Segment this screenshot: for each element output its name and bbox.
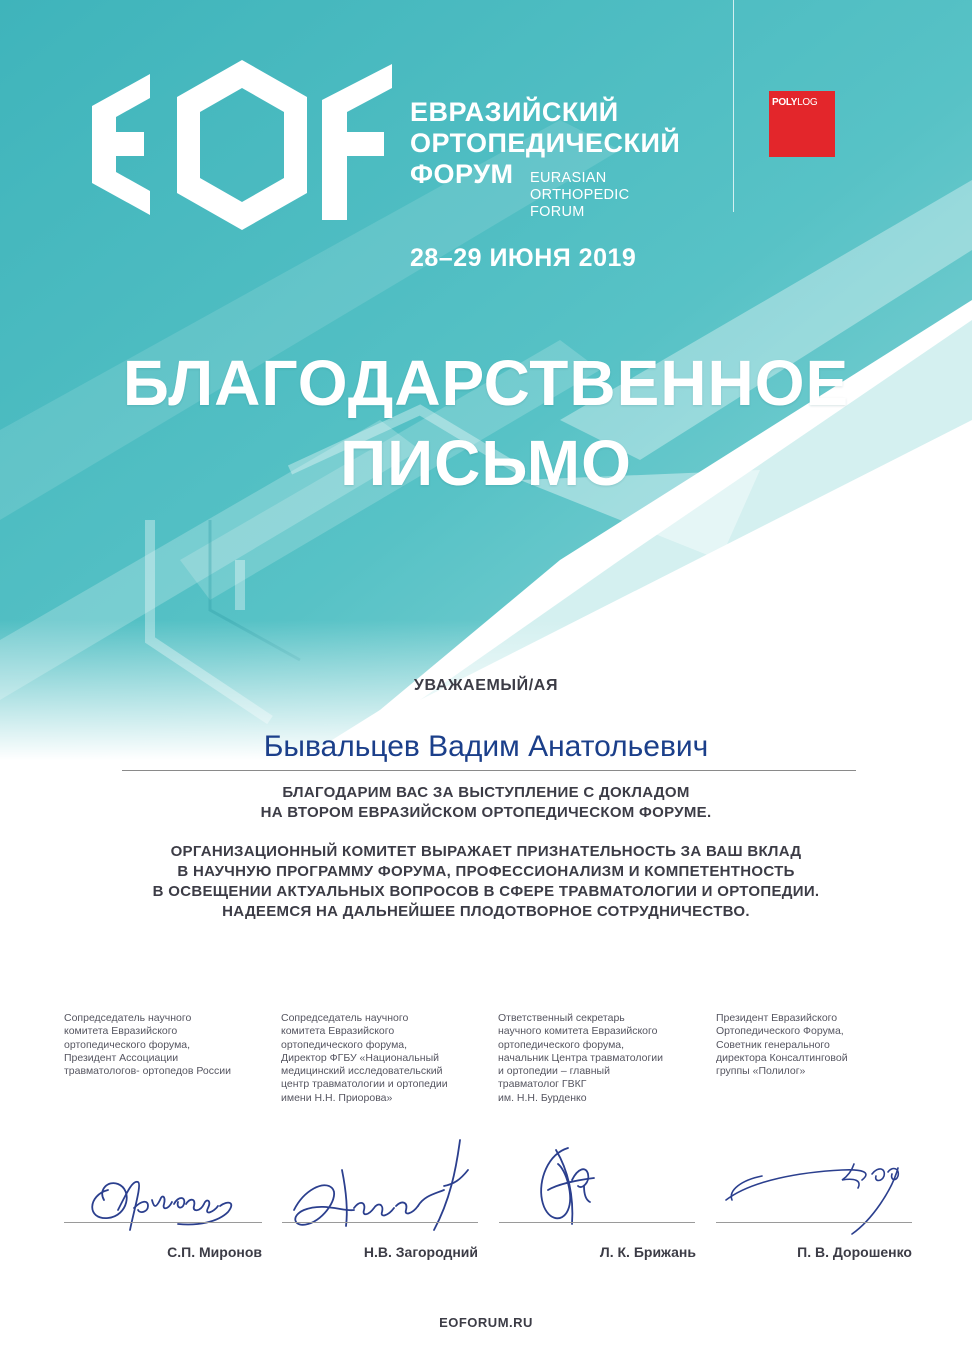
document-title-line: ПИСЬМО xyxy=(340,427,632,499)
forum-name-ru-line: ФОРУМ xyxy=(410,159,514,189)
recipient-name: Бывальцев Вадим Анатольевич xyxy=(263,730,709,763)
signature-brizhan xyxy=(528,1140,608,1230)
signatory-name-doroshenko: П. В. Дорошенко xyxy=(797,1244,912,1260)
polylog-logo-icon xyxy=(769,91,835,157)
paragraph-line: В НАУЧНУЮ ПРОГРАММУ ФОРУМА, ПРОФЕССИОНАЛИЗМ И КОМПЕТЕНТНОСТЬ xyxy=(177,863,795,880)
paragraph-line: ОРГАНИЗАЦИОННЫЙ КОМИТЕТ ВЫРАЖАЕТ ПРИЗНАТЕЛЬНОСТЬ ЗА ВАШ ВКЛАД xyxy=(170,843,802,860)
role-line: научного комитета Евразийского xyxy=(498,1025,658,1038)
role-line: Директор ФГБУ «Национальный xyxy=(281,1051,439,1064)
partner-logo-regular: LOG xyxy=(797,97,818,108)
signature-zagorodniy xyxy=(284,1130,484,1245)
role-line: Ответственный секретарь xyxy=(498,1012,625,1024)
signatory-name-zagorodniy: Н.В. Загородний xyxy=(363,1244,478,1260)
signatory-role-doroshenko xyxy=(716,1012,916,1078)
role-line: имени Н.Н. Приорова» xyxy=(281,1091,393,1104)
signature-mironov xyxy=(78,1160,258,1240)
role-line: Президент Ассоциации xyxy=(64,1051,179,1064)
role-line: центр травматологии и ортопедии xyxy=(281,1078,448,1091)
role-line: травматологов- ортопедов России xyxy=(64,1065,231,1078)
role-line: Советник генерального xyxy=(716,1038,830,1051)
role-line: медицинский исследовательский xyxy=(281,1065,443,1078)
role-line: Ортопедического Форума, xyxy=(716,1025,844,1038)
document-title-line: БЛАГОДАРСТВЕННОЕ xyxy=(122,347,850,419)
signatory-role-mironov xyxy=(64,1012,264,1078)
signatory-role-brizhan xyxy=(498,1012,698,1105)
forum-name-en-line: FORUM xyxy=(530,204,585,220)
paragraph-line: НА ВТОРОМ ЕВРАЗИЙСКОМ ОРТОПЕДИЧЕСКОМ ФОРУМЕ. xyxy=(260,804,712,821)
role-line: ортопедического форума, xyxy=(64,1038,191,1051)
signature-doroshenko xyxy=(722,1150,912,1240)
signature-line xyxy=(64,1222,262,1223)
footer-website: EOFORUM.RU xyxy=(439,1315,533,1330)
role-line: и ортопедии – главный xyxy=(498,1065,610,1078)
role-line: группы «Полилог» xyxy=(716,1065,806,1078)
role-line: комитета Евразийского xyxy=(281,1025,395,1038)
eof-logo-icon xyxy=(92,60,392,230)
paragraph-line: БЛАГОДАРИМ ВАС ЗА ВЫСТУПЛЕНИЕ С ДОКЛАДОМ xyxy=(282,784,690,801)
signature-line xyxy=(499,1222,695,1223)
paragraph-line: НАДЕЕМСЯ НА ДАЛЬНЕЙШЕЕ ПЛОДОТВОРНОЕ СОТРУДНИЧЕСТВО. xyxy=(222,903,750,920)
paragraph-thanks xyxy=(0,783,972,823)
role-line: Сопредседатель научного xyxy=(64,1012,192,1024)
role-line: директора Консалтинговой xyxy=(716,1051,848,1064)
role-line: им. Н.Н. Бурденко xyxy=(498,1091,587,1104)
header-divider xyxy=(733,0,734,212)
role-line: Президент Евразийского xyxy=(716,1012,838,1024)
signatory-role-zagorodniy xyxy=(281,1012,481,1105)
role-line: начальник Центра травматологии xyxy=(498,1051,664,1064)
salutation: УВАЖАЕМЫЙ/АЯ xyxy=(413,677,559,694)
signature-line xyxy=(716,1222,912,1223)
paragraph-line: В ОСВЕЩЕНИИ АКТУАЛЬНЫХ ВОПРОСОВ В СФЕРЕ ТРАВМАТОЛОГИИ И ОРТОПЕДИИ. xyxy=(152,883,820,900)
role-line: ортопедического форума, xyxy=(498,1038,625,1051)
forum-name-ru-line: ЕВРАЗИЙСКИЙ xyxy=(410,97,619,127)
role-line: ортопедического форума, xyxy=(281,1038,408,1051)
signatory-name-brizhan: Л. К. Брижань xyxy=(599,1244,696,1260)
partner-logo-bold: POLY xyxy=(772,97,798,108)
role-line: комитета Евразийского xyxy=(64,1025,178,1038)
recipient-underline xyxy=(122,770,856,771)
forum-name-english xyxy=(530,170,690,221)
signature-line xyxy=(282,1222,478,1223)
forum-name-en-line: EURASIAN xyxy=(530,170,607,186)
document-title xyxy=(0,343,972,503)
paragraph-committee xyxy=(0,842,972,922)
signatory-name-mironov: С.П. Миронов xyxy=(167,1244,262,1260)
event-date: 28–29 ИЮНЯ 2019 xyxy=(410,244,637,272)
forum-name-en-line: ORTHOPEDIC xyxy=(530,187,630,203)
forum-name-ru-line: ОРТОПЕДИЧЕСКИЙ xyxy=(410,128,681,158)
role-line: Сопредседатель научного xyxy=(281,1012,409,1024)
role-line: травматолог ГВКГ xyxy=(498,1078,587,1091)
